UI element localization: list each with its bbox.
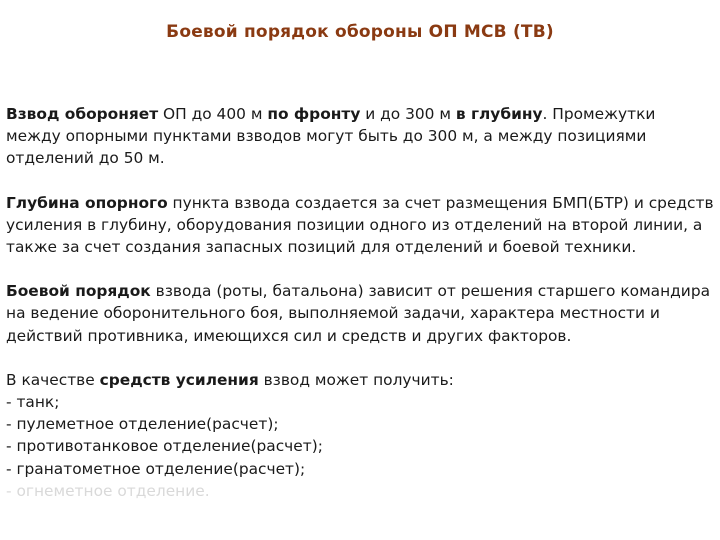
reinforcement-list [6,391,714,502]
bold-text: Взвод обороняет [6,105,159,123]
text: пункта взвода создается за счет размещения БМП(БТР) и средств усиления в глубину, оборудования позиции одного из отделений на второй линии, а также за счет создания запасных позиций для отделений и боевой техники. [6,193,714,257]
paragraph-platoon-defense [6,103,714,170]
list-item: - пулеметное отделение(расчет); [6,415,279,434]
text: взвода (роты, батальона) зависит от решения старшего командира на ведение оборонительного боя, выполняемой задачи, характера местности и действий противника, имеющихся сил и средств и других факторов. [6,282,711,345]
bold-text: средств усиления [99,370,259,389]
slide-body [6,103,714,502]
bold-text: в глубину [455,105,543,123]
list-item: - танк; [6,393,60,412]
text: взвод может получить: [258,370,454,389]
paragraph-strongpoint-depth [6,192,714,259]
text: . Промежутки между опорными пунктами взводов могут быть до 300 м, а между позициями отделений до 50 м. [6,105,656,168]
list-item: - огнеметное отделение. [6,481,210,500]
bold-text: Глубина опорного [6,193,168,212]
text: В качестве [6,370,100,389]
bold-text: Боевой порядок [6,282,151,301]
list-item: - противотанковое отделение(расчет); [6,437,323,456]
text: ОП до 400 м [158,105,268,123]
paragraph-battle-order [6,280,714,347]
slide-title: Боевой порядок обороны ОП МСВ (ТВ) [166,22,554,42]
text: и до 300 м [360,105,456,123]
bold-text: по фронту [267,105,361,123]
list-item: - гранатометное отделение(расчет); [6,459,306,478]
paragraph-reinforcements [6,369,714,391]
